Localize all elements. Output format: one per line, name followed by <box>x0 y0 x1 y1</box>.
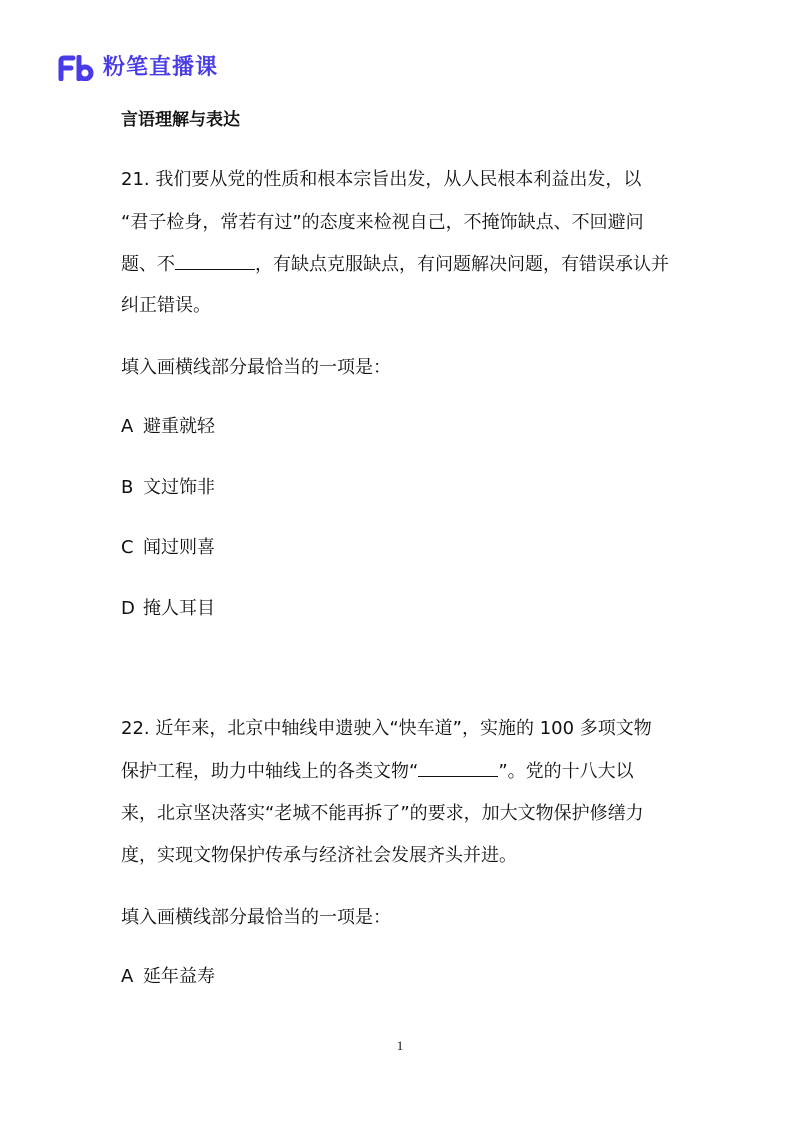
option-letter: D <box>121 598 135 619</box>
q22-line-2-post: ”。党的十八大以 <box>498 761 634 782</box>
q21-prompt: 填入画横线部分最恰当的一项是： <box>121 357 391 378</box>
q21-option-a[interactable] <box>121 413 215 441</box>
q22-prompt: 填入画横线部分最恰当的一项是： <box>121 907 391 928</box>
q22-line-2-pre: 保护工程，助力中轴线上的各类文物“ <box>121 761 419 782</box>
option-text: 避重就轻 <box>143 416 215 437</box>
q22-line-4: 度，实现文物保护传承与经济社会发展齐头并进。 <box>121 845 517 866</box>
option-text: 延年益寿 <box>143 966 215 987</box>
page-number: 1 <box>396 1038 404 1053</box>
q22-line-3: 来，北京坚决落实“老城不能再拆了”的要求，加大文物保护修缮力 <box>121 803 644 824</box>
option-letter: C <box>121 537 134 558</box>
option-text: 掩人耳目 <box>143 598 215 619</box>
q22-option-a[interactable] <box>121 963 215 991</box>
q21-line-3-pre: 题、不 <box>121 254 175 275</box>
q21-line-2: “君子检身，常若有过”的态度来检视自己，不掩饰缺点、不回避问 <box>121 212 644 233</box>
q21-answer-blank <box>175 249 255 270</box>
q21-line-1: 21. 我们要从党的性质和根本宗旨出发，从人民根本利益出发，以 <box>121 169 642 190</box>
brand-name: 粉笔直播课 <box>103 55 219 80</box>
q21-line-3 <box>121 244 681 286</box>
option-letter: A <box>121 416 134 437</box>
q21-line-4: 纠正错误。 <box>121 295 211 316</box>
option-text: 闻过则喜 <box>143 537 215 558</box>
option-text: 文过饰非 <box>143 477 215 498</box>
q22-answer-blank <box>418 756 498 777</box>
q22-line-1: 22. 近年来，北京中轴线申遗驶入“快车道”，实施的 100 多项文物 <box>121 718 652 739</box>
option-letter: A <box>121 966 134 987</box>
q21-option-c[interactable] <box>121 534 215 562</box>
q21-option-d[interactable] <box>121 595 215 623</box>
q21-option-b[interactable] <box>121 474 215 502</box>
fb-logo-icon <box>58 55 98 81</box>
q21-line-3-post: ，有缺点克服缺点，有问题解决问题，有错误承认并 <box>255 254 669 275</box>
brand-logo <box>58 54 218 82</box>
option-letter: B <box>121 477 134 498</box>
section-title: 言语理解与表达 <box>121 110 240 130</box>
q22-line-2 <box>121 751 681 793</box>
